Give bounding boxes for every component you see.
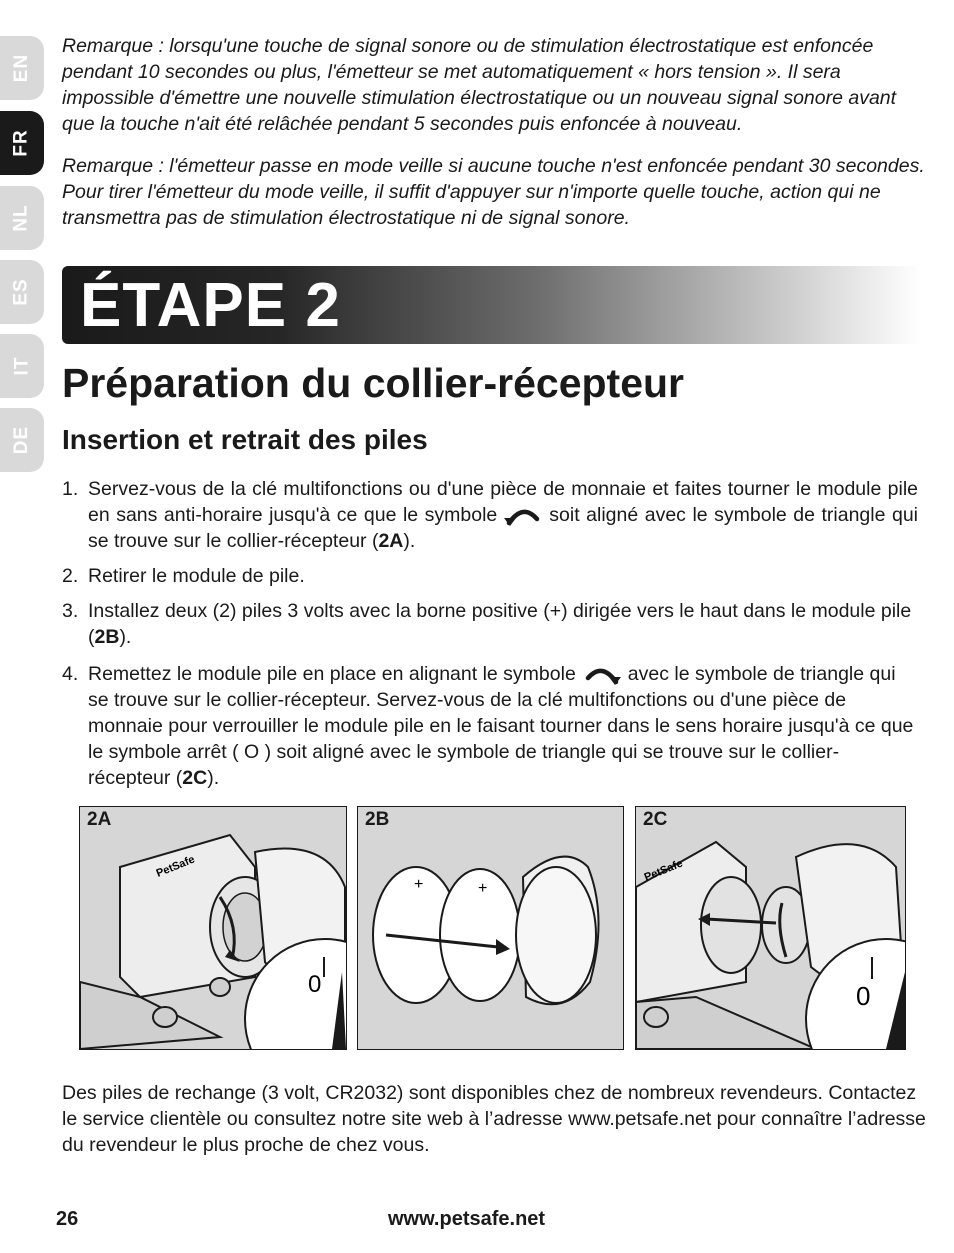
- section-heading: Insertion et retrait des piles: [62, 424, 428, 455]
- lang-tab-label: NL: [10, 204, 32, 232]
- lang-tab-fr[interactable]: [0, 111, 44, 175]
- positive-terminal-mark: +: [478, 880, 488, 897]
- step-number: 2.: [62, 565, 79, 587]
- off-symbol: 0: [856, 981, 871, 1011]
- figure-2a: [79, 806, 347, 1050]
- step-number: 1.: [62, 478, 79, 500]
- brand-logo: PetSafe: [642, 857, 685, 884]
- lock-arrow-icon: [582, 664, 622, 686]
- step-number: 3.: [62, 600, 79, 622]
- figure-ref: 2A: [378, 530, 404, 552]
- positive-terminal-mark: +: [414, 876, 424, 893]
- page-title: Préparation du collier-récepteur: [62, 360, 685, 406]
- step-text-part: ).: [403, 530, 416, 552]
- unlock-arrow-icon: [503, 505, 543, 527]
- step-item-3: [62, 598, 918, 650]
- figure-ref: 2B: [94, 626, 120, 648]
- figure-label: 2A: [87, 809, 112, 830]
- step-text-part: ).: [207, 767, 220, 789]
- step-text-part: ).: [119, 626, 132, 648]
- note-auto-off: Remarque : lorsqu'une touche de signal sonore ou de stimulation électrostatique est enfoncée pendant 10 secondes ou plus, l'émetteur se met automatiquement « hors tension ». Il sera impossible d'émettre une nouvelle stimulation électrostatique ou un nouveau signal sonore avant que la touche n'ait été relâchée pendant 5 secondes puis enfoncée à nouveau.: [62, 35, 897, 135]
- step-text-part: Remettez le module pile en place en alignant le symbole: [88, 663, 576, 685]
- step-text: [88, 476, 918, 554]
- note-standby: Remarque : l'émetteur passe en mode veille si aucune touche n'est enfoncée pendant 30 secondes. Pour tirer l'émetteur du mode veille, il suffit d'appuyer sur n'importe quelle touche, action qui ne transmettra pas de stimulation électrostatique ni de signal sonore.: [62, 155, 925, 229]
- figure-label: 2C: [643, 809, 668, 830]
- lang-tab-label: EN: [11, 53, 32, 83]
- step-item-1: [62, 476, 918, 554]
- lang-tab-nl[interactable]: [0, 186, 44, 250]
- collar-lock-illustration: [636, 807, 905, 1049]
- figure-ref: 2C: [182, 767, 208, 789]
- off-symbol: 0: [308, 971, 322, 998]
- step-text-part: avec le symbole de triangle qui se trouve sur le collier-récepteur. Servez-vous de la clé multifonctions ou d'une pièce de monnaie pour verrouiller le module pile en le faisant tourner dans le sens horaire jusqu'à ce que le symbole arrêt ( O ) soit aligné avec le symbole de triangle qui se trouve sur le collier-récepteur (: [88, 663, 914, 789]
- battery-insert-illustration: [358, 807, 623, 1049]
- step-banner-label: ÉTAPE 2: [80, 271, 341, 340]
- lang-tab-label: ES: [10, 278, 32, 306]
- page-number: 26: [56, 1208, 79, 1230]
- step-text-part: soit aligné avec le symbole de triangle qui se trouve sur le collier-récepteur (: [88, 504, 918, 552]
- lang-tab-label: FR: [10, 129, 32, 157]
- lang-tab-de[interactable]: [0, 408, 44, 472]
- lang-tab-es[interactable]: [0, 260, 44, 324]
- figure-2b: [357, 806, 624, 1050]
- step-text-part: Installez deux (2) piles 3 volts avec la borne positive (+) dirigée vers le haut dans le module pile (: [88, 600, 912, 648]
- step-item-2: [62, 563, 918, 589]
- collar-unlock-illustration: [80, 807, 346, 1049]
- replacement-batteries-note: Des piles de rechange (3 volt, CR2032) sont disponibles chez de nombreux revendeurs. Contactez le service clientèle ou consultez notre site web à l’adresse www.petsafe.net pour connaître l’adresse du revendeur le plus proche de chez vous.: [62, 1082, 926, 1156]
- step-text: Retirer le module de pile.: [88, 565, 305, 587]
- lang-tab-label: IT: [10, 356, 32, 376]
- step-text: [88, 598, 918, 650]
- brand-logo: PetSafe: [154, 853, 197, 880]
- step-banner: [62, 266, 920, 344]
- step-text-part: Servez-vous de la clé multifonctions ou d'une pièce de monnaie et faites tourner le module pile en sans anti-horaire jusqu'à ce que le symbole: [88, 478, 918, 526]
- step-item-4: [62, 661, 918, 791]
- figure-label: 2B: [365, 809, 390, 830]
- step-number: 4.: [62, 663, 79, 685]
- step-text: [88, 661, 918, 791]
- lang-tab-en[interactable]: [0, 36, 44, 100]
- figure-2c: [635, 806, 906, 1050]
- lang-tab-it[interactable]: [0, 334, 44, 398]
- lang-tab-label: DE: [11, 425, 32, 455]
- footer-website-link[interactable]: www.petsafe.net: [388, 1208, 546, 1230]
